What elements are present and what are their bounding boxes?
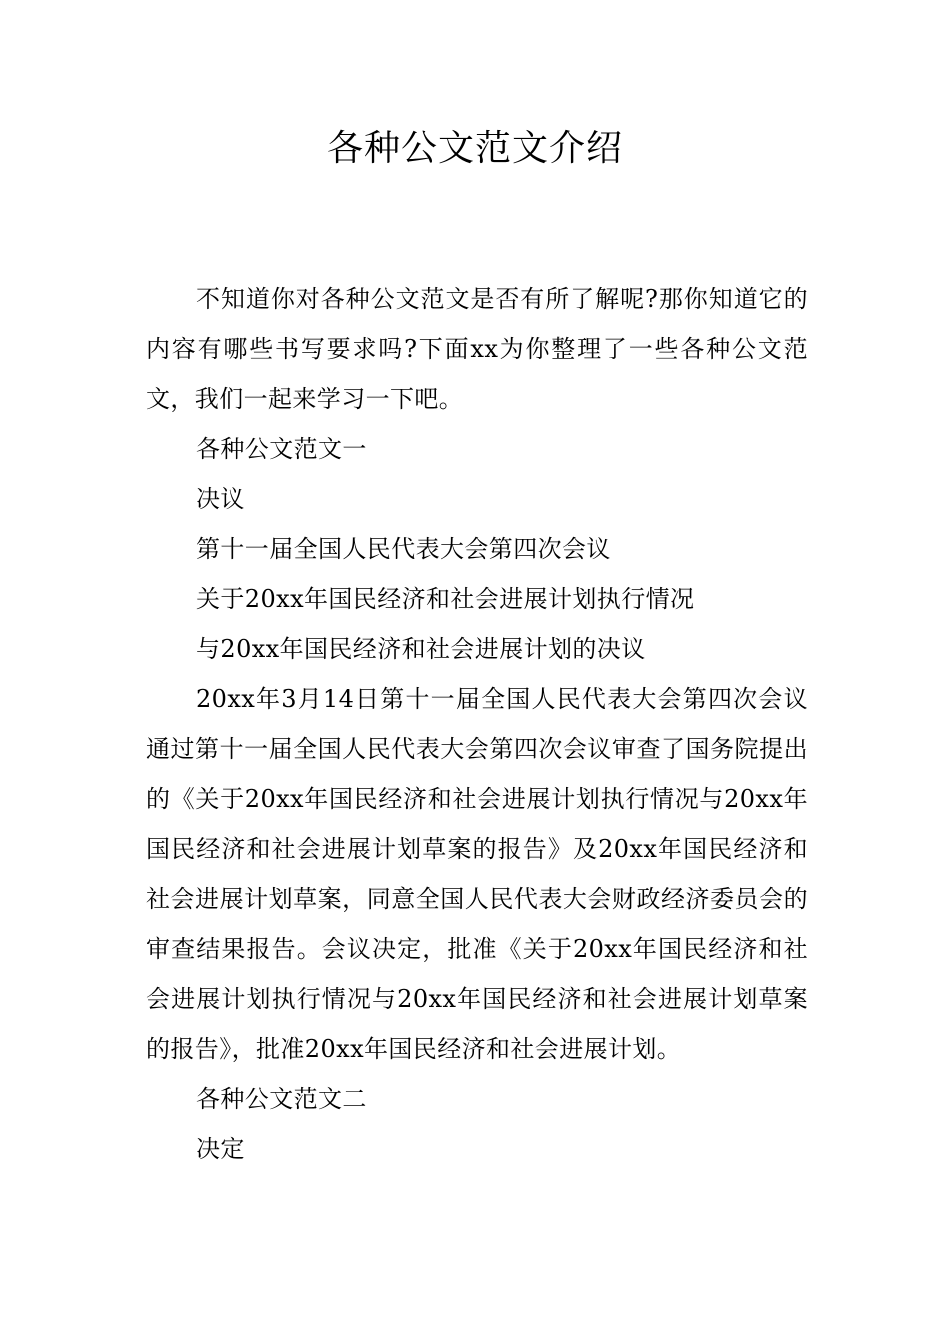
section1-issuer: 第十一届全国人民代表大会第四次会议 [196, 535, 611, 563]
intro-paragraph: 不知道你对各种公文范文是否有所了解呢?那你知道它的内容有哪些书写要求吗?下面xx为你整理了一些各种公文范文，我们一起来学习一下吧。 [146, 285, 808, 413]
section1-body-paragraph: 20xx年3月14日第十一届全国人民代表大会第四次会议通过第十一届全国人民代表大会第四次会议审查了国务院提出的《关于20xx年国民经济和社会进展计划执行情况与20xx年国民经济和社会进展计划草案的报告》及20xx年国民经济和社会进展计划草案，同意全国人民代表大会财政经济委员会的审查结果报告。会议决定，批准《关于20xx年国民经济和社会进展计划执行情况与20xx年国民经济和社会进展计划草案的报告》，批准20xx年国民经济和社会进展计划。 [146, 685, 808, 1063]
section1-subject-line-2: 与20xx年国民经济和社会进展计划的决议 [196, 635, 646, 663]
document-body [146, 274, 808, 1174]
section2-doc-type: 决定 [196, 1135, 245, 1163]
document-title: 各种公文范文介绍 [326, 128, 623, 169]
section1-doc-type: 决议 [196, 485, 245, 513]
section1-heading: 各种公文范文一 [196, 435, 367, 463]
section1-subject-line-1: 关于20xx年国民经济和社会进展计划执行情况 [196, 585, 695, 613]
section2-heading: 各种公文范文二 [196, 1085, 367, 1113]
